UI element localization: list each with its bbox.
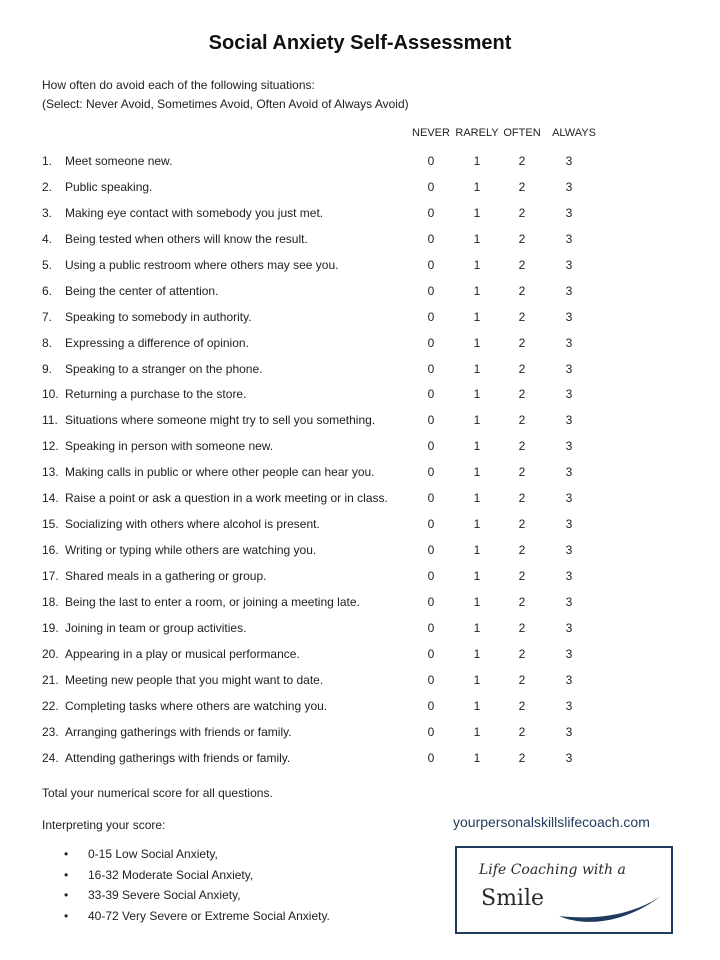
bullet-icon: • [64,847,69,861]
bullet-icon: • [64,908,69,923]
question-number: 11. [42,413,58,428]
question-text: Public speaking. [65,179,153,194]
score-option-always[interactable]: 3 [565,387,573,402]
score-option-often[interactable]: 2 [518,543,526,558]
score-option-often[interactable]: 2 [518,231,526,246]
score-option-never[interactable]: 0 [427,698,435,713]
score-option-often[interactable]: 2 [518,205,526,220]
score-option-always[interactable]: 3 [565,750,573,765]
question-number: 2. [42,179,53,194]
question-row [0,334,720,360]
question-number: 4. [42,231,53,246]
score-option-always[interactable]: 3 [565,543,573,558]
score-option-often[interactable]: 2 [518,569,526,583]
question-row [0,723,720,749]
score-option-always[interactable]: 3 [565,231,573,246]
score-option-rarely[interactable]: 1 [473,698,481,713]
question-number: 14. [42,491,59,506]
question-row [0,645,720,671]
score-option-rarely[interactable]: 1 [473,257,481,272]
score-option-always[interactable]: 3 [565,491,573,506]
question-text: Arranging gatherings with friends or family. [65,724,292,739]
score-option-often[interactable]: 2 [518,594,526,609]
score-option-rarely[interactable]: 1 [473,179,481,194]
score-option-rarely[interactable]: 1 [473,361,481,376]
logo-tagline: Life Coaching with a [479,862,626,878]
score-option-never[interactable]: 0 [427,517,435,532]
question-number: 9. [42,361,53,376]
question-number: 20. [42,646,59,661]
question-number: 13. [42,465,59,480]
question-row [0,437,720,463]
score-option-rarely[interactable]: 1 [473,309,481,324]
score-option-often[interactable]: 2 [518,361,526,376]
logo [455,846,673,934]
score-option-often[interactable]: 2 [518,491,526,506]
question-row [0,463,720,489]
question-row [0,385,720,411]
score-option-often[interactable]: 2 [518,620,526,635]
score-option-never[interactable]: 0 [427,231,435,246]
question-row [0,360,720,386]
score-option-never[interactable]: 0 [427,283,435,298]
question-row [0,489,720,515]
question-text: Attending gatherings with friends or family. [65,750,291,765]
question-text: Meet someone new. [65,154,173,168]
page-title: Social Anxiety Self-Assessment [208,32,512,54]
question-number: 24. [42,750,59,765]
score-option-always[interactable]: 3 [565,179,573,194]
score-option-always[interactable]: 3 [565,361,573,376]
question-row [0,749,720,775]
score-option-always[interactable]: 3 [565,594,573,609]
question-number: 10. [42,387,59,402]
score-option-never[interactable]: 0 [427,413,435,428]
score-option-often[interactable]: 2 [518,387,526,402]
question-text: Speaking to a stranger on the phone. [65,361,263,376]
score-option-never[interactable]: 0 [427,257,435,272]
question-row [0,152,720,178]
score-option-often[interactable]: 2 [518,335,526,350]
question-number: 6. [42,283,53,298]
score-option-always[interactable]: 3 [565,335,573,350]
question-row [0,308,720,334]
question-row [0,515,720,541]
question-row [0,411,720,437]
bullet-icon: • [64,888,69,902]
score-option-always[interactable]: 3 [565,646,573,661]
score-option-always[interactable]: 3 [565,517,573,532]
score-option-rarely[interactable]: 1 [473,724,481,739]
instructions-line-2: (Select: Never Avoid, Sometimes Avoid, Often Avoid of Always Avoid) [42,97,409,111]
score-option-never[interactable]: 0 [427,646,435,661]
score-option-rarely[interactable]: 1 [473,594,481,609]
column-header-always: ALWAYS [552,127,596,139]
question-text: Writing or typing while others are watching you. [65,543,317,558]
score-option-rarely[interactable]: 1 [473,750,481,765]
score-option-rarely[interactable]: 1 [473,569,481,583]
score-option-often[interactable]: 2 [518,465,526,480]
question-text: Completing tasks where others are watching you. [65,698,328,713]
score-option-never[interactable]: 0 [427,387,435,402]
score-option-never[interactable]: 0 [427,543,435,558]
question-row [0,541,720,567]
score-option-often[interactable]: 2 [518,154,526,168]
question-text: Speaking to somebody in authority. [65,309,252,324]
question-number: 12. [42,439,59,454]
score-option-always[interactable]: 3 [565,620,573,635]
score-option-rarely[interactable]: 1 [473,283,481,298]
score-option-always[interactable]: 3 [565,154,573,168]
question-text: Meeting new people that you might want to date. [65,672,324,687]
score-option-rarely[interactable]: 1 [473,620,481,635]
score-option-often[interactable]: 2 [518,724,526,739]
score-option-always[interactable]: 3 [565,413,573,428]
question-text: Joining in team or group activities. [65,620,247,635]
question-row [0,230,720,256]
score-option-never[interactable]: 0 [427,569,435,583]
score-option-always[interactable]: 3 [565,257,573,272]
question-number: 18. [42,594,59,609]
question-text: Being tested when others will know the result. [65,231,308,246]
question-row [0,567,720,593]
question-text: Returning a purchase to the store. [65,387,247,402]
question-number: 19. [42,620,59,635]
score-option-never[interactable]: 0 [427,724,435,739]
score-option-always[interactable]: 3 [565,283,573,298]
question-text: Raise a point or ask a question in a work meeting or in class. [65,491,388,506]
score-option-never[interactable]: 0 [427,465,435,480]
score-option-often[interactable]: 2 [518,439,526,454]
question-row [0,697,720,723]
question-number: 16. [42,543,59,558]
question-number: 8. [42,335,53,350]
website-link[interactable]: yourpersonalskillslifecoach.com [453,814,650,830]
score-option-always[interactable]: 3 [565,569,573,583]
question-text: Socializing with others where alcohol is present. [65,517,320,532]
question-row [0,282,720,308]
score-option-always[interactable]: 3 [565,698,573,713]
column-header-rarely: RARELY [455,127,499,139]
score-option-often[interactable]: 2 [518,257,526,272]
interpretation-text: 33-39 Severe Social Anxiety, [88,888,241,902]
score-option-often[interactable]: 2 [518,283,526,298]
interpretation-text: 40-72 Very Severe or Extreme Social Anxiety. [88,908,330,923]
column-header-often: OFTEN [503,127,541,139]
score-option-never[interactable]: 0 [427,309,435,324]
question-list [0,152,720,775]
score-option-often[interactable]: 2 [518,646,526,661]
question-text: Situations where someone might try to sell you something. [65,413,376,428]
score-option-never[interactable]: 0 [427,205,435,220]
question-number: 17. [42,569,59,583]
score-option-often[interactable]: 2 [518,698,526,713]
score-option-never[interactable]: 0 [427,179,435,194]
question-row [0,593,720,619]
score-option-always[interactable]: 3 [565,309,573,324]
question-row [0,204,720,230]
bullet-icon: • [64,867,69,882]
question-number: 22. [42,698,59,713]
question-text: Making eye contact with somebody you just met. [65,205,324,220]
score-option-never[interactable]: 0 [427,672,435,687]
score-option-rarely[interactable]: 1 [473,205,481,220]
score-option-rarely[interactable]: 1 [473,231,481,246]
score-option-rarely[interactable]: 1 [473,335,481,350]
score-option-always[interactable]: 3 [565,205,573,220]
score-option-rarely[interactable]: 1 [473,491,481,506]
score-option-never[interactable]: 0 [427,491,435,506]
score-option-never[interactable]: 0 [427,620,435,635]
question-row [0,256,720,282]
score-option-often[interactable]: 2 [518,517,526,532]
score-option-rarely[interactable]: 1 [473,517,481,532]
score-option-never[interactable]: 0 [427,439,435,454]
score-option-rarely[interactable]: 1 [473,413,481,428]
question-row [0,178,720,204]
score-option-never[interactable]: 0 [427,335,435,350]
question-number: 7. [42,309,53,324]
question-number: 23. [42,724,59,739]
question-text: Shared meals in a gathering or group. [65,569,267,583]
score-option-rarely[interactable]: 1 [473,465,481,480]
question-number: 3. [42,205,53,220]
question-text: Being the center of attention. [65,283,219,298]
score-option-rarely[interactable]: 1 [473,439,481,454]
score-option-never[interactable]: 0 [427,750,435,765]
score-option-never[interactable]: 0 [427,361,435,376]
logo-wordmark: Smile [481,886,545,911]
question-text: Being the last to enter a room, or joining a meeting late. [65,594,360,609]
question-number: 21. [42,672,59,687]
question-row [0,671,720,697]
interpretation-text: 0-15 Low Social Anxiety, [88,847,218,861]
question-number: 1. [42,154,53,168]
score-option-rarely[interactable]: 1 [473,646,481,661]
score-option-often[interactable]: 2 [518,179,526,194]
question-text: Making calls in public or where other people can hear you. [65,465,375,480]
question-text: Speaking in person with someone new. [65,439,274,454]
score-option-often[interactable]: 2 [518,672,526,687]
score-option-always[interactable]: 3 [565,439,573,454]
score-option-rarely[interactable]: 1 [473,154,481,168]
question-text: Using a public restroom where others may see you. [65,257,339,272]
question-number: 15. [42,517,59,532]
score-option-always[interactable]: 3 [565,672,573,687]
score-option-never[interactable]: 0 [427,594,435,609]
question-text: Expressing a difference of opinion. [65,335,249,350]
score-option-rarely[interactable]: 1 [473,387,481,402]
question-number: 5. [42,257,53,272]
score-option-never[interactable]: 0 [427,154,435,168]
question-text: Appearing in a play or musical performance. [65,646,300,661]
smile-swoosh-icon [557,890,667,924]
total-instruction: Total your numerical score for all questions. [42,786,273,800]
instructions-line-1: How often do avoid each of the following situations: [42,78,315,92]
interpretation-text: 16-32 Moderate Social Anxiety, [88,867,254,882]
score-option-always[interactable]: 3 [565,724,573,739]
score-option-often[interactable]: 2 [518,309,526,324]
question-row [0,619,720,645]
column-header-never: NEVER [412,127,450,139]
score-option-often[interactable]: 2 [518,413,526,428]
score-option-always[interactable]: 3 [565,465,573,480]
score-option-rarely[interactable]: 1 [473,672,481,687]
score-option-often[interactable]: 2 [518,750,526,765]
interpretation-heading: Interpreting your score: [42,818,166,832]
score-option-rarely[interactable]: 1 [473,543,481,558]
